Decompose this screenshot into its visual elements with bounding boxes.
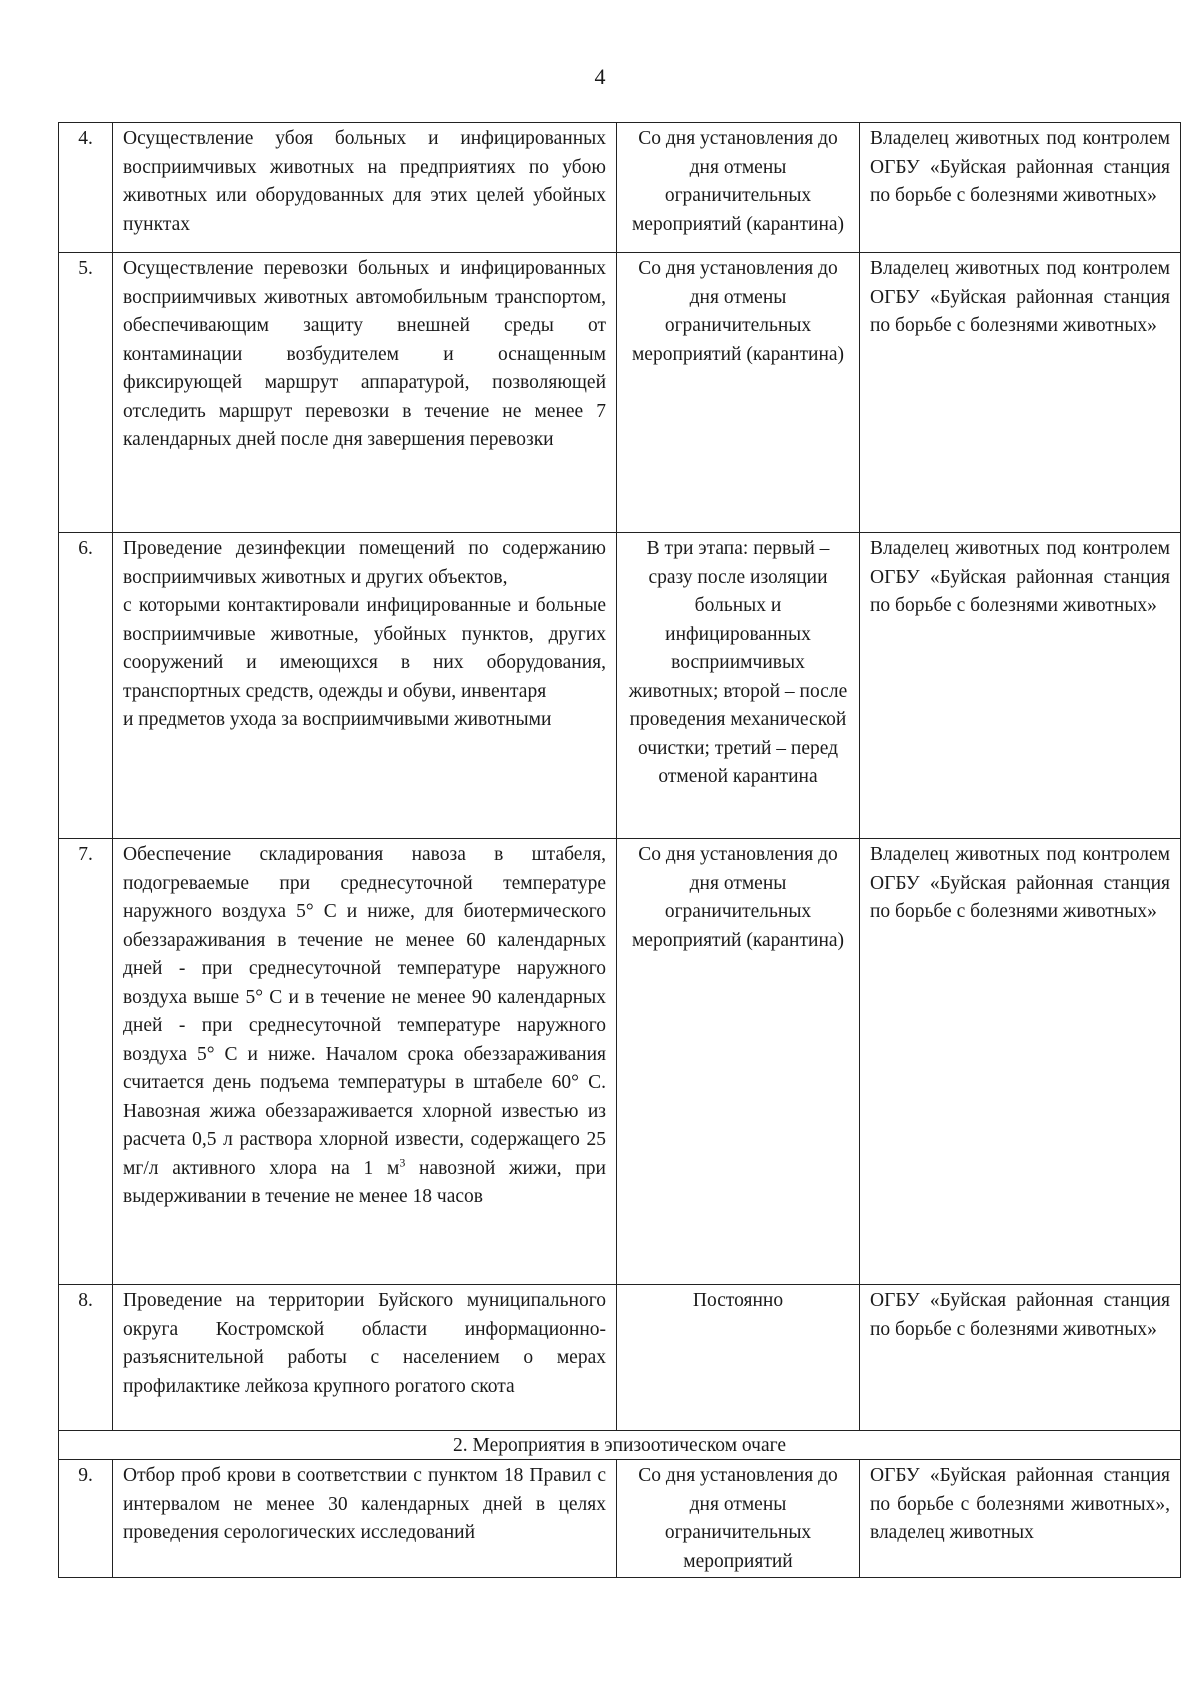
table-row xyxy=(59,1285,1181,1431)
description-part: с которыми контактировали инфицированные и больные восприимчивые животные, убойных пунктов, других сооружений и имеющихся в них оборудования, транспортных средств, одежды и обуви, инвентаря xyxy=(123,595,606,702)
measure-responsible: Владелец животных под контролем ОГБУ «Буйская районная станция по борьбе с болезнями животных» xyxy=(860,253,1181,533)
measures-table xyxy=(58,122,1181,1578)
measure-description xyxy=(113,839,617,1285)
page-number: 4 xyxy=(594,64,606,89)
section-header-row xyxy=(59,1431,1181,1460)
measure-term: Со дня установления до дня отмены ограничительных мероприятий xyxy=(617,1460,860,1578)
measure-term: Постоянно xyxy=(617,1285,860,1431)
measure-responsible: Владелец животных под контролем ОГБУ «Буйская районная станция по борьбе с болезнями животных» xyxy=(860,123,1181,253)
row-number: 9. xyxy=(59,1460,113,1578)
measure-responsible: ОГБУ «Буйская районная станция по борьбе с болезнями животных», владелец животных xyxy=(860,1460,1181,1578)
description-part: и предметов ухода за восприимчивыми животными xyxy=(123,709,552,730)
table-row xyxy=(59,533,1181,839)
measure-description: Осуществление убоя больных и инфицированных восприимчивых животных на предприятиях по убою животных или оборудованных для этих целей убойных пунктах xyxy=(113,123,617,253)
measure-term: Со дня установления до дня отмены ограничительных мероприятий (карантина) xyxy=(617,123,860,253)
description-part: Обеспечение складирования навоза в штабеля, подогреваемые при среднесуточной температуре наружного воздуха 5° С и ниже, для биотермического обеззараживания в течение не менее 60 календарных дней - при среднесуточной температуре наружного воздуха выше 5° С и в течение не менее 90 календарных дней - при среднесуточной температуре наружного воздуха 5° С и ниже. Началом срока обеззараживания считается день подъема температуры в штабеле 60° С. Навозная жижа обеззараживается хлорной известью из расчета 0,5 л раствора хлорной извести, содержащего 25 мг/л активного хлора на 1 м xyxy=(123,844,606,1179)
row-number: 6. xyxy=(59,533,113,839)
section-title: 2. Мероприятия в эпизоотическом очаге xyxy=(59,1431,1181,1460)
description-part: Проведение дезинфекции помещений по содержанию восприимчивых животных и других объектов, xyxy=(123,538,606,588)
measure-description: Осуществление перевозки больных и инфицированных восприимчивых животных автомобильным транспортом, обеспечивающим защиту внешней среды от контаминации возбудителем и оснащенным фиксирующей маршрут аппаратурой, позволяющей отследить маршрут перевозки в течение не менее 7 календарных дней после дня завершения перевозки xyxy=(113,253,617,533)
row-number: 5. xyxy=(59,253,113,533)
row-number: 7. xyxy=(59,839,113,1285)
measure-responsible: Владелец животных под контролем ОГБУ «Буйская районная станция по борьбе с болезнями животных» xyxy=(860,533,1181,839)
table-row xyxy=(59,839,1181,1285)
table-row xyxy=(59,1460,1181,1578)
measure-description xyxy=(113,533,617,839)
row-number: 8. xyxy=(59,1285,113,1431)
measure-description: Проведение на территории Буйского муниципального округа Костромской области информационно-разъяснительной работы с населением о мерах профилактике лейкоза крупного рогатого скота xyxy=(113,1285,617,1431)
measure-term: Со дня установления до дня отмены ограничительных мероприятий (карантина) xyxy=(617,839,860,1285)
measure-responsible: Владелец животных под контролем ОГБУ «Буйская районная станция по борьбе с болезнями животных» xyxy=(860,839,1181,1285)
measure-responsible: ОГБУ «Буйская районная станция по борьбе с болезнями животных» xyxy=(860,1285,1181,1431)
row-number: 4. xyxy=(59,123,113,253)
description-part: навозной жижи, при выдерживании в течение не менее 18 часов xyxy=(123,1157,606,1207)
measure-term: В три этапа: первый – сразу после изоляции больных и инфицированных восприимчивых животных; второй – после проведения механической очистки; третий – перед отменой карантина xyxy=(617,533,860,839)
superscript-exponent: 3 xyxy=(399,1155,406,1169)
table-row xyxy=(59,123,1181,253)
table-row xyxy=(59,253,1181,533)
measure-term: Со дня установления до дня отмены ограничительных мероприятий (карантина) xyxy=(617,253,860,533)
measure-description: Отбор проб крови в соответствии с пунктом 18 Правил с интервалом не менее 30 календарных дней в целях проведения серологических исследований xyxy=(113,1460,617,1578)
